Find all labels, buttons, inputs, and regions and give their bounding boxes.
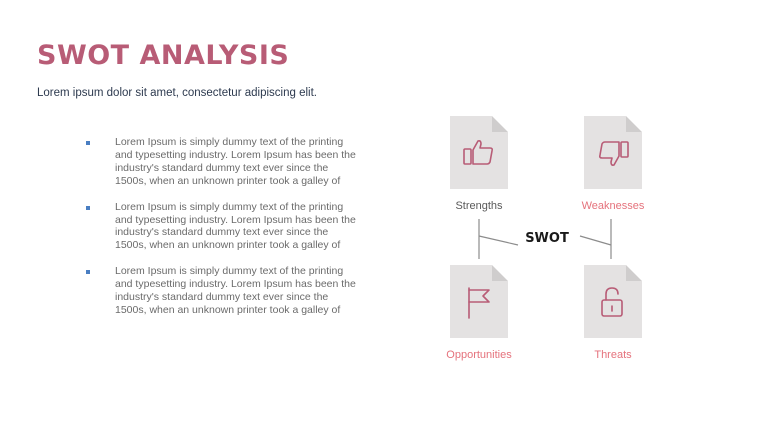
bullet-marker [86,270,90,274]
unlocked-padlock-icon [596,285,630,319]
page-fold [492,116,508,132]
swot-center-label: SWOT [525,231,569,246]
strengths-card [450,116,508,189]
bullet-text: Lorem Ipsum is simply dummy text of the printing and typesetting industry. Lorem Ipsum has been the industry's standard dummy text ever since the 1500s, when an unknown printer took a galley of [115,200,356,252]
page-fold [626,116,642,132]
opportunities-card [450,265,508,338]
bullet-marker [86,206,90,210]
thumbs-down-icon [596,136,630,170]
page-fold [626,265,642,281]
weaknesses-card [584,116,642,189]
strengths-label: Strengths [455,200,503,212]
slide-subtitle: Lorem ipsum dolor sit amet, consectetur adipiscing elit. [37,87,317,99]
weaknesses-label: Weaknesses [581,200,645,212]
bullet-list [86,136,356,330]
bullet-text: Lorem Ipsum is simply dummy text of the printing and typesetting industry. Lorem Ipsum has been the industry's standard dummy text ever since the 1500s, when an unknown printer took a galley of [115,265,356,316]
bullet-item [86,265,356,317]
slide-title: SWOT ANALYSIS [37,40,290,71]
bullet-marker [86,141,90,145]
thumbs-up-icon [462,136,496,170]
bullet-item [86,201,356,253]
flag-icon [462,285,496,319]
bullet-item [86,136,356,188]
threats-label: Threats [594,349,632,361]
page-fold [492,265,508,281]
threats-card [584,265,642,338]
opportunities-label: Opportunities [446,349,512,361]
bullet-text: Lorem Ipsum is simply dummy text of the printing and typesetting industry. Lorem Ipsum has been the industry's standard dummy text ever since the 1500s, when an unknown printer took a galley of [115,136,356,187]
